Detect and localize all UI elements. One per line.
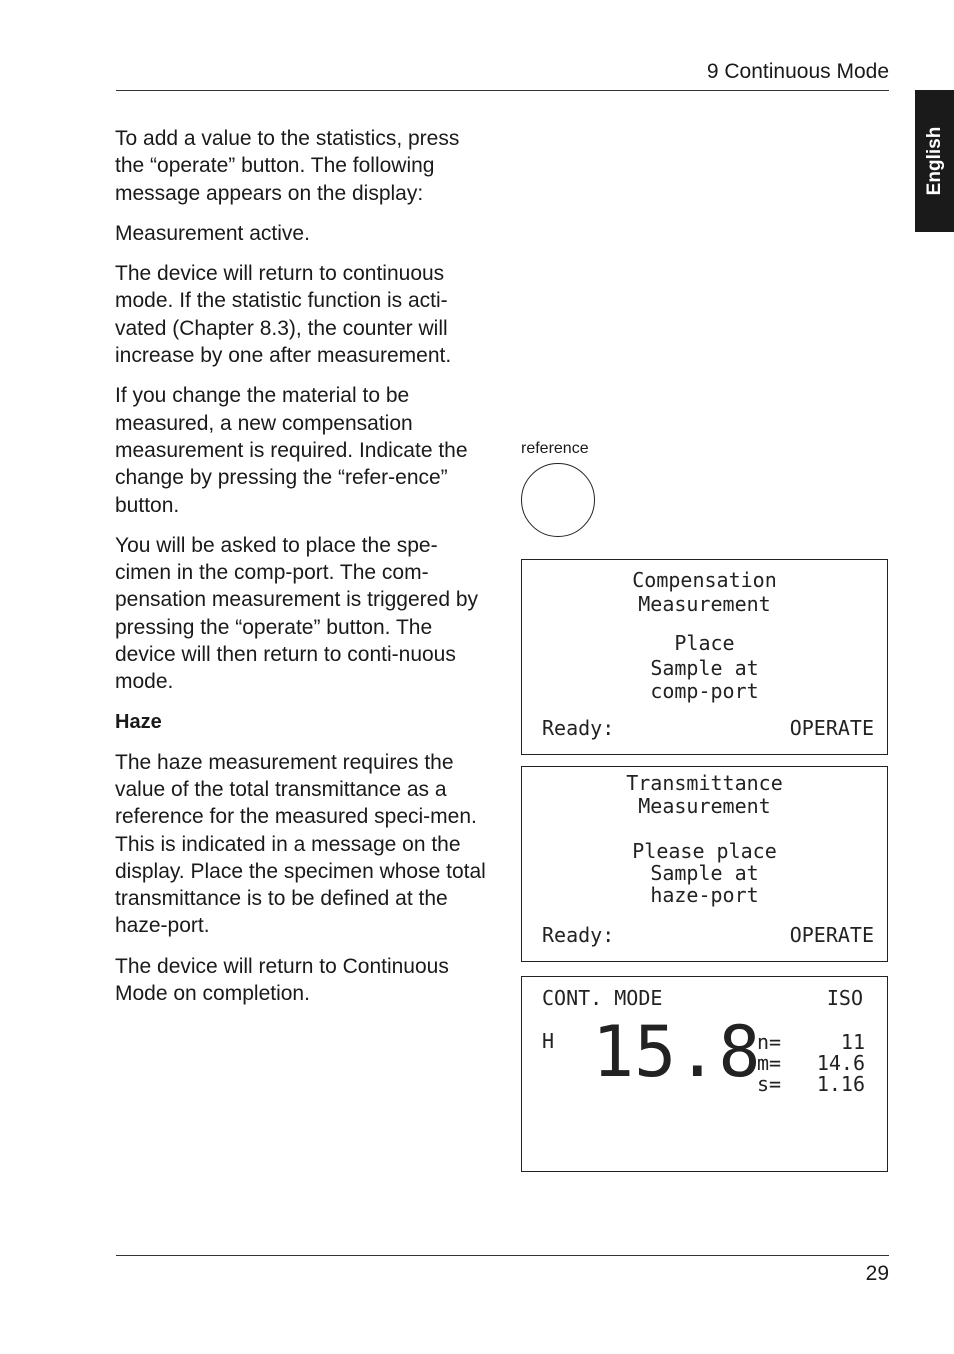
stat-row-mean — [757, 1052, 865, 1074]
paragraph-change-material: If you change the material to be measured, a new compensation measurement is required. Indicate the change by pressing the “refer-ence” button. — [115, 384, 468, 517]
stat-label: n= — [757, 1030, 782, 1054]
body-text-column — [115, 125, 487, 1020]
transmittance-line-5: haze-port — [650, 883, 759, 907]
transmittance-line-1: Transmittance — [626, 771, 783, 795]
transmittance-line-3: Please place — [632, 839, 777, 863]
stat-label: m= — [757, 1051, 782, 1075]
heading-haze: Haze — [115, 710, 162, 733]
transmittance-line-2: Measurement — [638, 794, 771, 818]
stat-row-count — [757, 1031, 865, 1053]
stat-value: 14.6 — [816, 1051, 865, 1075]
paragraph-measurement-active: Measurement active. — [115, 221, 310, 245]
page-number: 29 — [865, 1262, 889, 1285]
compensation-line-3: Place — [674, 631, 735, 655]
stat-value: 1.16 — [816, 1072, 865, 1096]
stat-value: 11 — [840, 1030, 865, 1054]
transmittance-display — [521, 766, 888, 962]
stat-label: s= — [757, 1072, 782, 1096]
transmittance-operate-label: OPERATE — [789, 923, 874, 947]
compensation-line-2: Measurement — [638, 592, 771, 616]
compensation-line-4: Sample at — [650, 656, 759, 680]
compensation-display — [521, 559, 888, 755]
compensation-line-1: Compensation — [632, 568, 777, 592]
standard-label: ISO — [826, 986, 863, 1010]
chapter-title: 9 Continuous Mode — [706, 60, 889, 83]
paragraph-haze-measurement: The haze measurement requires the value of the total transmittance as a reference for the measured speci-men. This is indicated in a message on the display. Place the specimen whose total transmittance is to be defined at the haze-port. — [115, 750, 486, 938]
reference-button-label: reference — [521, 440, 589, 457]
measured-value: 15.8 — [592, 1011, 761, 1093]
footer-rule — [116, 1255, 889, 1256]
mode-label: CONT. MODE — [542, 986, 663, 1010]
header-rule — [116, 90, 889, 91]
reference-button-icon — [521, 463, 595, 537]
paragraph-add-value: To add a value to the statistics, press the “operate” button. The following message appears on the display: — [115, 127, 460, 205]
language-tab — [915, 90, 954, 232]
paragraph-return-on-completion: The device will return to Continuous Mode on completion. — [115, 954, 449, 1006]
continuous-mode-display — [521, 976, 888, 1172]
compensation-operate-label: OPERATE — [789, 716, 874, 740]
compensation-line-5: comp-port — [650, 679, 759, 703]
stat-row-stddev — [757, 1073, 865, 1095]
measure-type-label: H — [542, 1029, 555, 1053]
language-tab-label: English — [923, 126, 945, 196]
transmittance-line-4: Sample at — [650, 861, 759, 885]
compensation-status: Ready: — [542, 716, 615, 740]
paragraph-comp-port: You will be asked to place the spe-cimen in the comp-port. The com-pensation measurement is triggered by pressing the “operate” button. The device will then return to conti-nuous mode. — [115, 533, 479, 694]
paragraph-return-continuous: The device will return to continuous mode. If the statistic function is acti-vated (Chapter 8.3), the counter will increase by one after measurement. — [115, 262, 452, 368]
transmittance-status: Ready: — [542, 923, 615, 947]
